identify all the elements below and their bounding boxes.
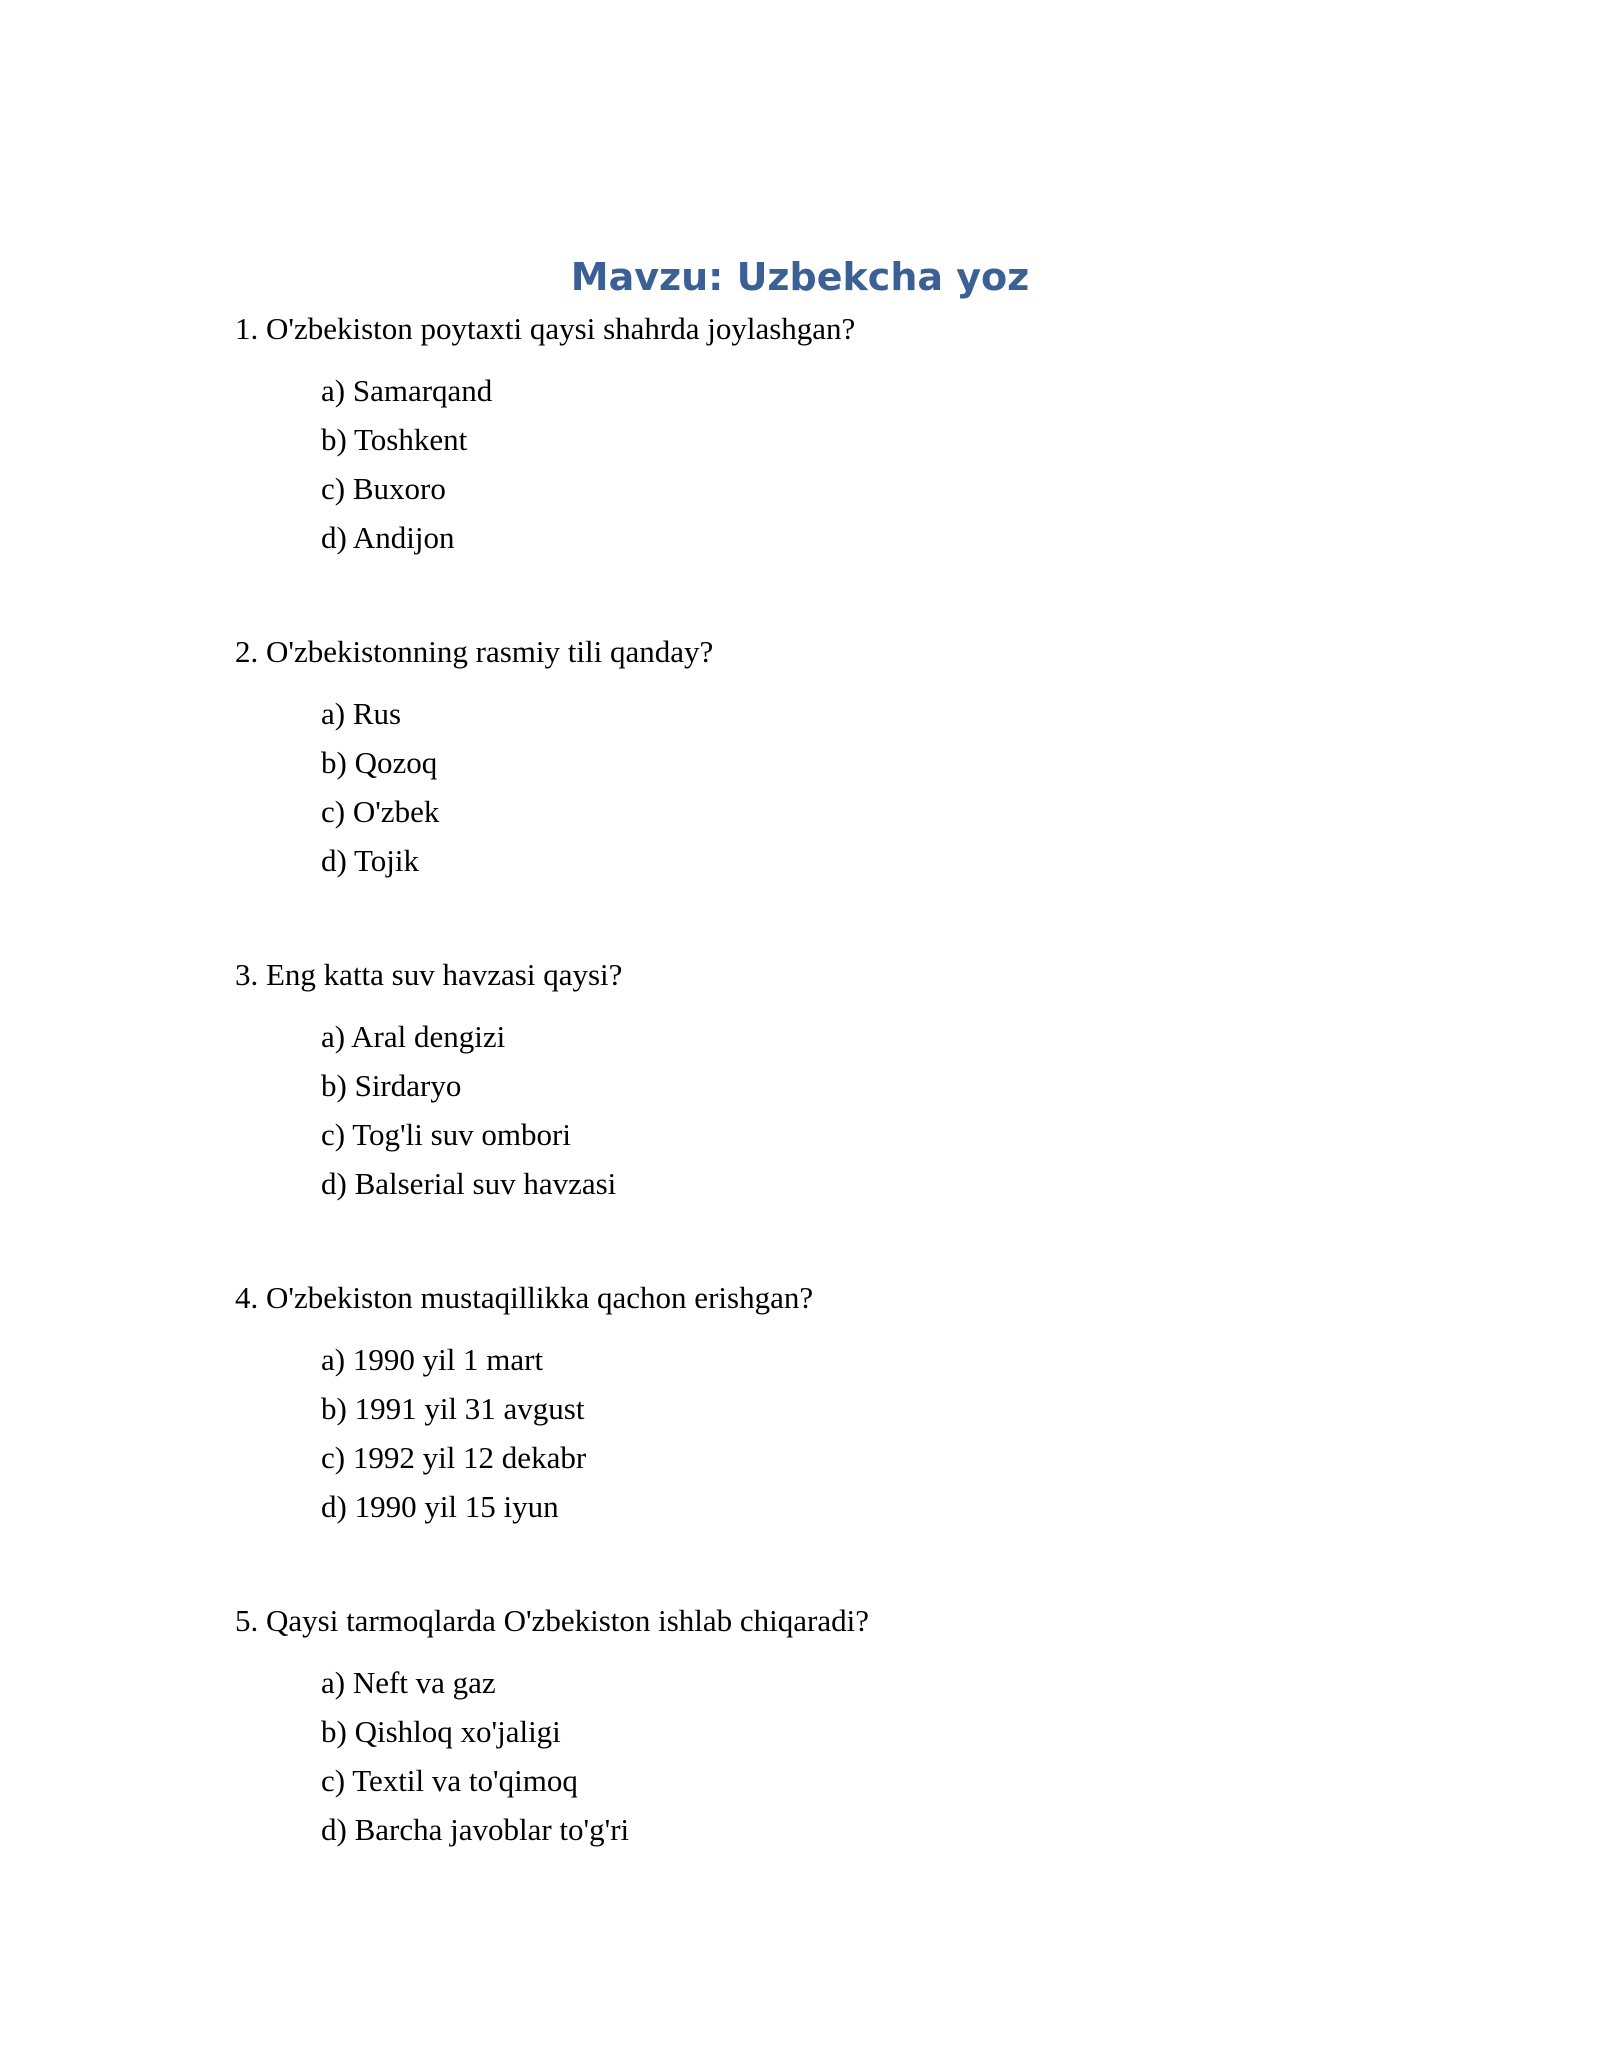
question-text: 3. Eng katta suv havzasi qaysi? — [235, 957, 623, 992]
answer-option-b: b) Qishloq xo'jaligi — [321, 1714, 561, 1749]
answer-option-d: d) Andijon — [321, 520, 455, 555]
question-4 — [235, 1278, 1435, 1531]
page-title: Mavzu: Uzbekcha yoz — [570, 255, 1030, 299]
question-text: 4. O'zbekiston mustaqillikka qachon erishgan? — [235, 1280, 814, 1315]
question-3 — [235, 955, 1435, 1208]
answer-option-b: b) Qozoq — [321, 745, 438, 780]
answer-option-a: a) Samarqand — [321, 373, 493, 408]
answer-option-c: c) Tog'li suv ombori — [321, 1117, 571, 1152]
answer-option-d: d) Tojik — [321, 843, 420, 878]
question-text: 2. O'zbekistonning rasmiy tili qanday? — [235, 634, 714, 669]
answer-option-d: d) 1990 yil 15 iyun — [321, 1489, 559, 1524]
answer-option-b: b) Toshkent — [321, 422, 468, 457]
answer-option-a: a) 1990 yil 1 mart — [321, 1342, 544, 1377]
answer-option-c: c) O'zbek — [321, 794, 440, 829]
answer-option-b: b) 1991 yil 31 avgust — [321, 1391, 585, 1426]
answer-option-c: c) Textil va to'qimoq — [321, 1763, 578, 1798]
answer-option-c: c) 1992 yil 12 dekabr — [321, 1440, 587, 1475]
answer-option-d: d) Balserial suv havzasi — [321, 1166, 617, 1201]
answer-option-a: a) Rus — [321, 696, 402, 731]
answer-options — [321, 689, 1435, 885]
answer-option-d: d) Barcha javoblar to'g'ri — [321, 1812, 630, 1847]
answer-options — [321, 1012, 1435, 1208]
question-text: 5. Qaysi tarmoqlarda O'zbekiston ishlab chiqaradi? — [235, 1603, 870, 1638]
question-text: 1. O'zbekiston poytaxti qaysi shahrda joylashgan? — [235, 311, 856, 346]
answer-options — [321, 1335, 1435, 1531]
answer-options — [321, 1658, 1435, 1854]
answer-option-b: b) Sirdaryo — [321, 1068, 462, 1103]
answer-option-a: a) Aral dengizi — [321, 1019, 506, 1054]
question-5 — [235, 1601, 1435, 1854]
answer-option-c: c) Buxoro — [321, 471, 446, 506]
answer-option-a: a) Neft va gaz — [321, 1665, 496, 1700]
question-2 — [235, 632, 1435, 885]
question-1 — [235, 309, 1435, 562]
answer-options — [321, 366, 1435, 562]
